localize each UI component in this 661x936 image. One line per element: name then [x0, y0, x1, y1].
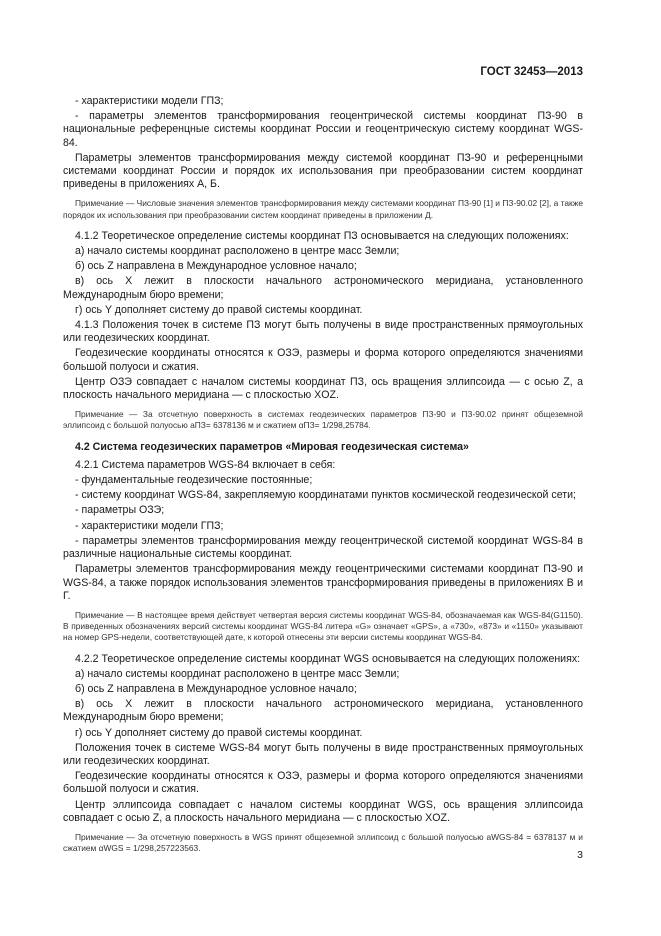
paragraph: 4.2.1 Система параметров WGS-84 включает в себя: — [75, 458, 336, 471]
note: Примечание — В настоящее время действует четвертая версия системы координат WGS-84, обозначаемая как WGS-84(G1150). В приведенных обозначениях версий системы координат WGS-84 литера «G» означает «GPS», а «730», «873» и «1150» указывают на номер GPS-недели, соответствующей дате, к которой отнесены эти версии системы координат WGS-84. — [63, 609, 583, 643]
paragraph: Положения точек в системе WGS-84 могут быть получены в виде пространственных прямоугольных или геодезических координат. — [63, 741, 583, 767]
paragraph: 4.1.3 Положения точек в системе ПЗ могут быть получены в виде пространственных прямоугольных или геодезических координат. — [63, 319, 583, 345]
paragraph: 4.2.2 Теоретическое определение системы координат WGS основывается на следующих положениях: — [75, 652, 581, 665]
paragraph: - параметры элементов трансформирования геоцентрической системы координат ПЗ-90 в национальные референцные системы координат России и геоцентрическую систему координат WGS-84. — [63, 110, 583, 149]
paragraph: Геодезические координаты относятся к ОЗЭ, размеры и форма которого определяются значениями большой полуоси и сжатия. — [63, 347, 583, 373]
document-header: ГОСТ 32453—2013 — [480, 66, 583, 78]
note: Примечание — За отсчетную поверхность в WGS принят общеземной эллипсоид с большой полуосью aWGS-84 = 6378137 м и сжатием αWGS = 1/298,257223563. — [63, 831, 583, 854]
paragraph: Центр ОЗЭ совпадает с началом системы координат ПЗ, ось вращения эллипсоида — с осью Z, а плоскость начального меридиана — с плоскостью XOZ. — [63, 375, 583, 402]
paragraph: Геодезические координаты относятся к ОЗЭ, размеры и форма которого определяются значениями большой полуоси и сжатия. — [63, 770, 583, 796]
list-item: - характеристики модели ГПЗ; — [75, 519, 224, 532]
list-item: в) ось X лежит в плоскости начального астрономического меридиана, установленного Международным бюро времени; — [63, 698, 583, 724]
paragraph: - характеристики модели ГПЗ; — [75, 95, 224, 107]
list-item: а) начало системы координат расположено в центре масс Земли; — [75, 667, 400, 680]
list-item: - фундаментальные геодезические постоянные; — [75, 474, 313, 487]
paragraph: Центр эллипсоида совпадает с началом системы координат WGS, ось вращения эллипсоида совпадает с осью Z, а плоскость начального меридиана — с плоскостью XOZ. — [63, 798, 583, 824]
page-number: 3 — [577, 849, 583, 861]
paragraph: Параметры элементов трансформирования между системой координат ПЗ-90 и референцными системами координат России и порядок их использования при преобразовании систем координат приведены в приложениях А, Б. — [63, 151, 583, 191]
list-item: б) ось Z направлена в Международное условное начало; — [75, 682, 357, 695]
list-item: г) ось Y дополняет систему до правой системы координат. — [75, 303, 363, 316]
section-heading: 4.2 Система геодезических параметров «Мировая геодезическая система» — [75, 440, 469, 453]
list-item: - параметры ОЗЭ; — [75, 504, 165, 517]
paragraph: Параметры элементов трансформирования между геоцентрическими системами координат ПЗ-90 и WGS-84, а также порядок использования элементов трансформирования приведены в приложениях В и Г. — [63, 563, 583, 602]
paragraph: 4.1.2 Теоретическое определение системы координат ПЗ основывается на следующих положениях: — [75, 229, 569, 242]
note: Примечание — Числовые значения элементов трансформирования между системами координат ПЗ-90 [1] и ПЗ-90.02 [2], а также порядок их использования при преобразовании систем координат приведены в приложении Д. — [63, 198, 583, 220]
list-item: - систему координат WGS-84, закрепляемую координатами пунктов космической геодезической сети; — [75, 489, 576, 502]
list-item: а) начало системы координат расположено в центре масс Земли; — [75, 245, 400, 258]
page-body — [63, 95, 583, 863]
list-item: г) ось Y дополняет систему до правой системы координат. — [75, 726, 363, 739]
list-item: - параметры элементов трансформирования между геоцентрической системой координат WGS-84 в различные национальные системы координат. — [63, 534, 583, 561]
note: Примечание — За отсчетную поверхность в системах геодезических параметров ПЗ-90 и ПЗ-90.02 принят общеземной эллипсоид с большой полуосью aПЗ= 6378136 м и сжатием αПЗ= 1/298,25784. — [63, 409, 583, 431]
list-item: в) ось X лежит в плоскости начального астрономического меридиана, установленного Международным бюро времени; — [63, 275, 583, 301]
list-item: б) ось Z направлена в Международное условное начало; — [75, 260, 357, 273]
